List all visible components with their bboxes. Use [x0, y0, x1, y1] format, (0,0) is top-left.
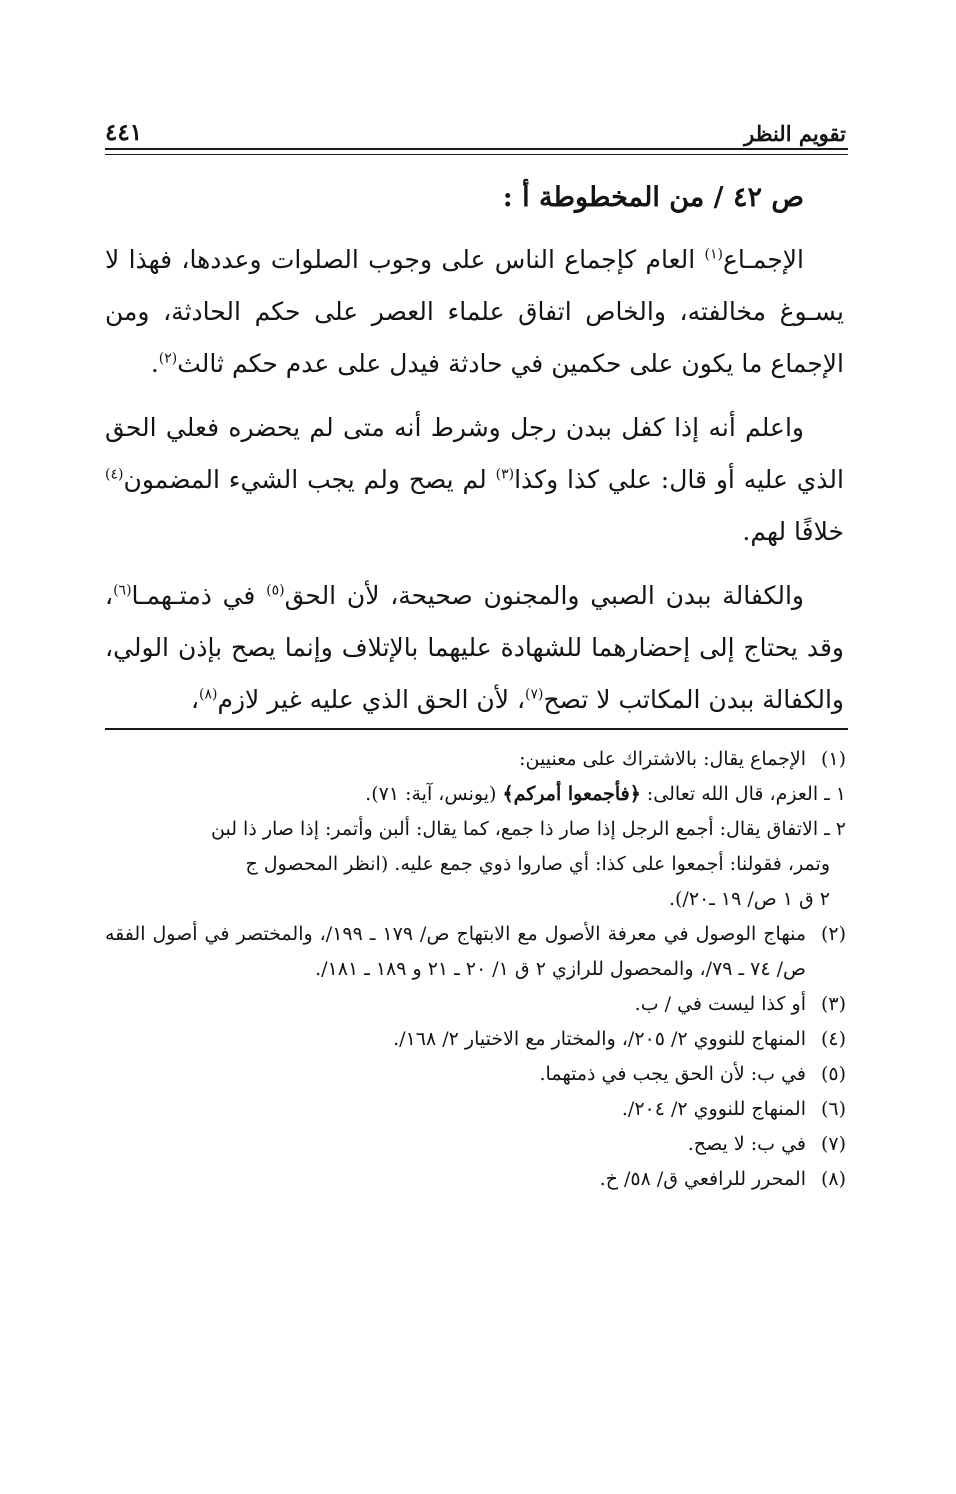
- text-run: (يونس، آية: ٧١).: [365, 783, 503, 805]
- text-run: والكفالة ببدن الصبي والمجنون صحيحة، لأن الحق: [284, 581, 805, 610]
- footnote-marker: (٨): [820, 1168, 846, 1190]
- text-run: خلافًا لهم.: [742, 517, 844, 546]
- header-rule: [105, 148, 848, 155]
- footnote-body: منهاج الوصول في معرفة الأصول مع الابتهاج ص/ ١٧٩ ـ ١٩٩/، والمختصر في أصول الفقه ص/ ٧٤ ـ ٧٩/، والمحصول للرازي ٢ ق ١/ ٢٠ ـ ٢١ و ١٨٩ ـ ١٨١/.: [105, 923, 806, 980]
- footnote-body: [105, 742, 806, 777]
- footnote-body: أو كذا ليست في / ب.: [634, 993, 806, 1015]
- footnote-1-item-2-cont: وتمر، فقولنا: أجمعوا على كذا: أي صاروا ذوي جمع عليه. (انظر المحصول ج: [245, 853, 830, 875]
- text-run: لم يصح ولم يجب الشيء المضمون: [123, 465, 496, 494]
- paragraph-kafala-condition: [105, 402, 844, 558]
- paragraph-ijma: [105, 234, 844, 390]
- footnote-body: المنهاج للنووي ٢/ ٢٠٥/، والمختار مع الاختيار ٢/ ١٦٨/.: [393, 1028, 806, 1050]
- footnote-marker: (٢): [820, 923, 846, 945]
- footnote-ref-4: (٤): [105, 466, 124, 483]
- text-run: ، لأن الحق الذي عليه غير لازم: [217, 685, 526, 714]
- text-run: واعلم أنه إذا كفل ببدن رجل وشرط أنه متى لم يحضره فعلي الحق الذي عليه أو قال: علي كذا وكذا: [105, 413, 844, 494]
- text-run: ١ ـ العزم، قال الله تعالى:: [640, 783, 846, 805]
- main-text: [105, 178, 844, 738]
- quran-verse: ﴿فأجمعوا أمركم﴾: [502, 783, 641, 805]
- footnote-ref-5: (٥): [266, 582, 285, 599]
- footnote-ref-6: (٦): [113, 582, 132, 599]
- footnote-marker: (٧): [820, 1133, 846, 1155]
- footnote-body: المنهاج للنووي ٢/ ٢٠٤/.: [621, 1098, 806, 1120]
- footnote-ref-2: (٢): [158, 350, 178, 367]
- footnote-1: [105, 742, 846, 777]
- footnote-3: [105, 987, 846, 1022]
- footnote-5: [105, 1057, 846, 1092]
- footnote-ref-3: (٣): [495, 466, 515, 483]
- footnote-marker: (٥): [820, 1063, 846, 1085]
- page-number: ٤٤١: [105, 119, 143, 146]
- running-title: تقويم النظر: [744, 121, 846, 146]
- footnote-body: المحرر للرافعي ق/ ٥٨/ خ.: [599, 1168, 806, 1190]
- footnote-ref-7: (٧): [525, 686, 544, 703]
- footnote-body: في ب: لأن الحق يجب في ذمتهما.: [539, 1063, 806, 1085]
- section-heading: ص ٤٢ / من المخطوطة أ :: [502, 182, 804, 213]
- footnote-4: [105, 1022, 846, 1057]
- text-run: ، وقد يحتاج إلى إحضارهما للشهادة عليهما بالإتلاف وإنما يصح بإذن الولي، والكفالة ببدن المكاتب لا تصح: [105, 581, 844, 714]
- footnotes: [105, 742, 846, 1197]
- footnote-2: [105, 917, 846, 987]
- footnote-1-item-1: [105, 777, 846, 812]
- text-run: العام كإجماع الناس على وجوب الصلوات وعددها، فهذا لا يسـوغ مخالفته، والخاص اتفاق علماء العصر على حكم الحادثة، ومن الإجماع ما يكون على حكمين في حادثة فيدل على عدم حكم ثالث: [105, 245, 844, 378]
- text-run: ،: [190, 685, 200, 714]
- footnote-1-item-2-cont: ٢ ق ١ ص/ ١٩ ـ٢٠/).: [668, 888, 830, 910]
- footnote-6: [105, 1092, 846, 1127]
- paragraph-kafala-minor: [105, 570, 844, 726]
- text-run: في ذمتـهمـا: [131, 581, 267, 610]
- footnote-separator: [105, 728, 848, 730]
- footnote-marker: (٦): [820, 1098, 846, 1120]
- footnote-7: [105, 1127, 846, 1162]
- footnote-1-item-2: ٢ ـ الاتفاق يقال: أجمع الرجل إذا صار ذا جمع، كما يقال: ألبن وأتمر: إذا صار ذا لبن: [211, 818, 846, 840]
- footnote-marker: (٣): [820, 993, 846, 1015]
- footnote-ref-8: (٨): [199, 686, 218, 703]
- footnote-ref-1: (١): [704, 246, 724, 263]
- footnote-line: الإجماع يقال: بالاشتراك على معنيين:: [519, 748, 806, 770]
- footnote-body: في ب: لا يصح.: [687, 1133, 806, 1155]
- footnote-marker: (١): [820, 748, 846, 770]
- footnote-8: [105, 1162, 846, 1197]
- running-header: [105, 112, 846, 146]
- text-run: .: [150, 349, 159, 378]
- text-run: الإجمـاع: [723, 245, 804, 274]
- footnote-marker: (٤): [820, 1028, 846, 1050]
